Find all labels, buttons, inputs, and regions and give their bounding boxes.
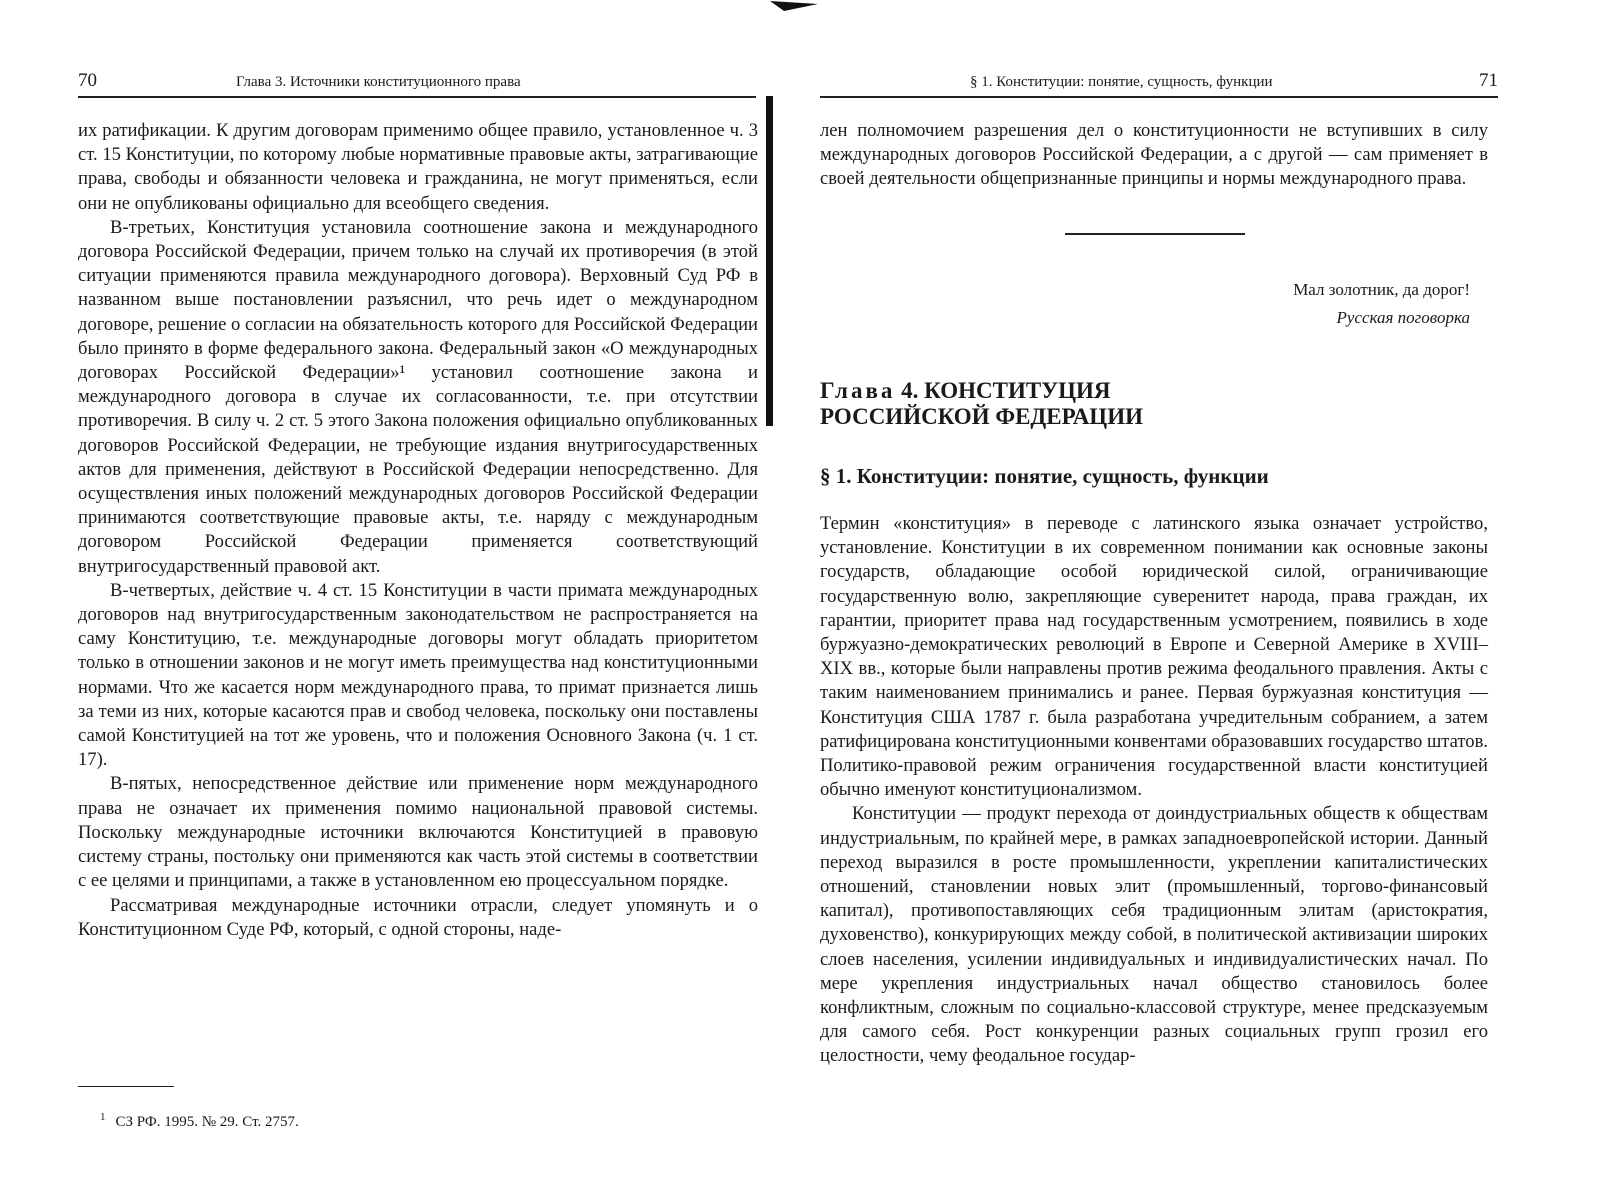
paragraph: В-четвертых, действие ч. 4 ст. 15 Конституции в части примата международных договоров над внутригосударственным законодательством не распространяется на саму Конституцию, т.е. международные договоры могут обладать приоритетом только в отношении законов и не могут иметь преимущества над конституционными нормами. Что же касается норм международного права, то примат признается лишь за теми из них, которые касаются прав и свобод человека, поскольку они поставлены самой Конституцией на тот же уровень, что и положения Основного Закона (ч. 1 ст. 17). bbox=[78, 579, 758, 771]
chapter-title-line: РОССИЙСКОЙ ФЕДЕРАЦИИ bbox=[820, 404, 1143, 429]
right-page-header bbox=[820, 70, 1498, 98]
paragraph: Термин «конституция» в переводе с латинского языка означает устройство, установление. Конституции в их современном понимании как основные законы государств, обладающие особой юридической силой, ограничивающие государственную волю, закрепляющие суверенитет народа, права граждан, их гарантии, приоритет права над государственным усмотрением, появились в ходе буржуазно-демократических революций в Европе и Северной Америке в XVIII–XIX вв., которые были направлены против режима феодального правления. Акты с таким наименованием принимались и ранее. Первая буржуазная конституция — Конституция США 1787 г. была разработана учредительным собранием, а затем ратифицирована конституционными конвентами образовавших государство штатов. Политико-правовой режим ограничения государственной власти конституцией обычно именуют конституционализмом. bbox=[820, 513, 1488, 801]
left-page-body bbox=[78, 119, 758, 942]
right-page-continuation bbox=[820, 119, 1488, 192]
right-page-body bbox=[820, 512, 1488, 1069]
footnote-mark: 1 bbox=[100, 1111, 106, 1123]
running-head: § 1. Конституции: понятие, сущность, функции bbox=[970, 74, 1273, 90]
chapter-label: Глава bbox=[820, 378, 896, 403]
running-head: Глава 3. Источники конституционного права bbox=[236, 74, 521, 90]
epigraph-text: Мал золотник, да дорог! bbox=[1293, 280, 1470, 299]
paragraph: их ратификации. К другим договорам применимо общее правило, установленное ч. 3 ст. 15 Конституции, по которому любые нормативные правовые акты, затрагивающие права, свободы и обязанности человека и гражданина, не могут применяться, если они не опубликованы официально для всеобщего сведения. bbox=[78, 120, 758, 214]
left-page bbox=[0, 0, 790, 1178]
paragraph: Конституции — продукт перехода от доиндустриальных обществ к обществам индустриальным, по крайней мере, в рамках западноевропейской истории. Данный переход выразился в росте промышленности, укреплении капиталистических отношений, становлении новых элит (промышленный, торгово-финансовый капитал), противопоставляющих себя традиционным элитам (аристократия, духовенство), конкурирующих между собой, в политической активизации широких слоев населения, усилении индивидуальных и индивидуалистических начал. По мере укрепления индустриальных начал общество становилось более конфликтным, сложным по социально-классовой структуре, менее предсказуемым для самого себя. Рост конкуренции разных социальных групп грозил его целостности, чему феодальное государ- bbox=[820, 803, 1488, 1067]
paragraph: В-пятых, непосредственное действие или применение норм международного права не означает их применения помимо национальной правовой системы. Поскольку международные источники включаются Конституцией в правовую систему страны, постольку они применяются как часть этой системы в соответствии с ее целями и принципами, а также в установленном ею процессуальном порядке. bbox=[78, 773, 758, 892]
page-number: 71 bbox=[1479, 70, 1498, 91]
chapter-title-line: 4. КОНСТИТУЦИЯ bbox=[901, 378, 1111, 403]
paragraph: лен полномочием разрешения дел о конституционности не вступивших в силу международных договоров Российской Федерации, а с другой — сам применяет в своей деятельности общепризнанные принципы и нормы международного права. bbox=[820, 120, 1488, 190]
paragraph: Рассматривая международные источники отрасли, следует упомянуть и о Конституционном Суде РФ, который, с одной стороны, наде- bbox=[78, 894, 758, 940]
epigraph bbox=[1293, 276, 1470, 332]
page-number: 70 bbox=[78, 70, 97, 91]
footnote bbox=[100, 1107, 299, 1132]
chapter-title bbox=[820, 378, 1320, 430]
left-page-header bbox=[78, 70, 756, 98]
footnote-text: СЗ РФ. 1995. № 29. Ст. 2757. bbox=[115, 1114, 299, 1130]
right-page bbox=[790, 0, 1600, 1178]
section-title: § 1. Конституции: понятие, сущность, функции bbox=[820, 464, 1269, 488]
epigraph-source: Русская поговорка bbox=[1336, 308, 1470, 327]
footnote-separator bbox=[78, 1086, 174, 1087]
paragraph: В-третьих, Конституция установила соотношение закона и международного договора Российской Федерации, причем только на случай их противоречия (в этой ситуации применяются правила международного договора). Верховный Суд РФ в названном выше постановлении разъяснил, что речь идет о международном договоре, решение о согласии на обязательность которого для Российской Федерации было принято в форме федерального закона. Федеральный закон «О международных договорах Российской Федерации»¹ установил соотношение закона и международного договора в случае их согласованности, т.е. при отсутствии противоречия. В силу ч. 2 ст. 5 этого Закона положения официально опубликованных договоров Российской Федерации, не требующие издания внутригосударственных актов для применения, действуют в Российской Федерации непосредственно. Для осуществления иных положений международных договоров Российской Федерации принимаются соответствующие правовые акты, т.е. наряду с международным договором Российской Федерации применяется соответствующий внутригосударственный правовой акт. bbox=[78, 216, 758, 577]
chapter-separator bbox=[1065, 233, 1245, 235]
